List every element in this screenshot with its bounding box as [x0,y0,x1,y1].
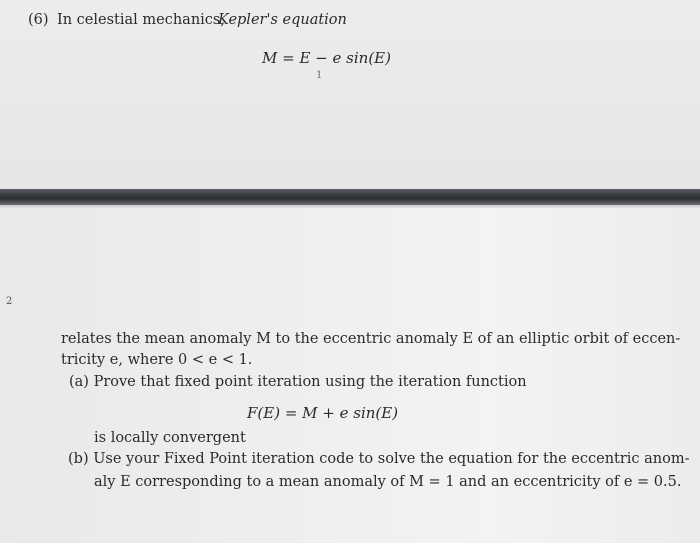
margin-page-number: 2 [6,296,13,307]
problem-number: (6) [28,12,49,28]
problem-intro: In celestial mechanics, [57,12,225,28]
problem-intro-term: Kepler's equation [218,12,347,28]
text-line-1: relates the mean anomaly M to the eccentric anomaly E of an elliptic orbit of eccen- [61,331,681,347]
binding-edge [0,205,700,208]
page-footer-number: 1 [316,70,323,81]
kepler-equation: M = E − e sin(E) [262,49,391,67]
part-a-continuation: is locally convergent [94,430,246,446]
previous-page-sheet [0,0,700,190]
text-line-2: tricity e, where 0 < e < 1. [61,352,253,368]
part-a-prompt: (a) Prove that fixed point iteration using the iteration function [69,374,527,390]
part-b-line-2: aly E corresponding to a mean anomaly of M = 1 and an eccentricity of e = 0.5. [94,474,682,490]
iteration-function-equation: F(E) = M + e sin(E) [247,404,399,422]
part-b-line-1: (b) Use your Fixed Point iteration code to solve the equation for the eccentric anom- [68,451,690,467]
binding-shadow [0,189,700,205]
